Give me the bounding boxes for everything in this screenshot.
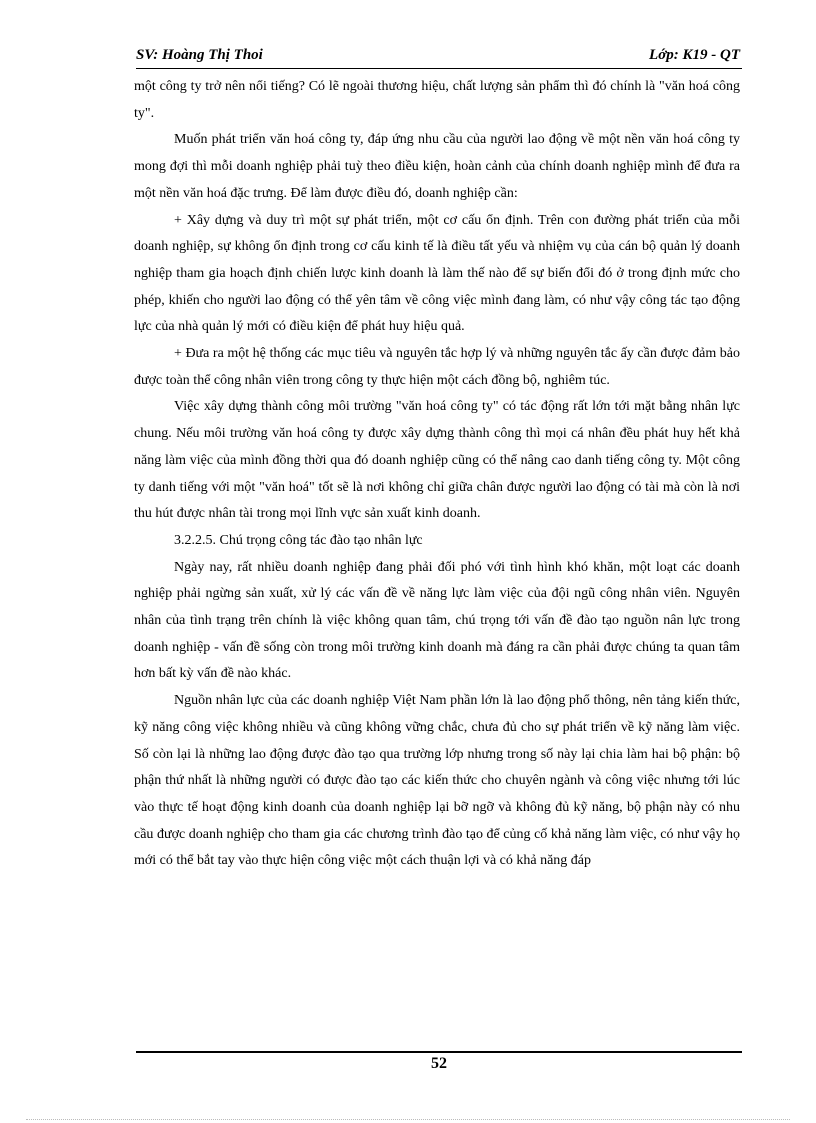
bullet-paragraph: + Đưa ra một hệ thống các mục tiêu và nguyên tắc hợp lý và những nguyên tắc ấy cần được đảm bảo được toàn thể công nhân viên trong công ty thực hiện một cách đồng bộ, nghiêm túc. — [134, 346, 740, 388]
paragraph: Nguồn nhân lực của các doanh nghiệp Việt Nam phần lớn là lao động phổ thông, nên tảng kiến thức, kỹ năng công việc không nhiều và cũng không vững chắc, chưa đủ cho sự phát triển về kỹ năng làm việc. Số còn lại là những lao động được đào tạo qua trường lớp nhưng trong số này lại chia làm hai bộ phận: bộ phận thứ nhất là những người có được đào tạo các kiến thức cho chuyên ngành và công việc nhưng tới lúc vào thực tế hoạt động kinh doanh của doanh nghiệp lại bỡ ngỡ và không đủ kỹ năng, bộ phận này có nhu cầu được doanh nghiệp cho tham gia các chương trình đào tạo để củng cố khả năng làm việc, có như vậy họ mới có thể bắt tay vào thực hiện công việc một cách thuận lợi và có khả năng đáp — [134, 693, 740, 869]
page-number: 52 — [431, 1055, 447, 1072]
bullet-paragraph: + Xây dựng và duy trì một sự phát triển, một cơ cấu ổn định. Trên con đường phát triển của mỗi doanh nghiệp, sự không ổn định trong cơ cấu kinh tế là điều tất yếu và nhiệm vụ của cán bộ quản lý doanh nghiệp tham gia hoạch định chiến lược kinh doanh là làm thế nào để sự biến đổi đó ở trong định mức cho phép, khiến cho người lao động có thể yên tâm về công việc mình đang làm, có như vậy công tác tạo động lực của nhà quản lý mới có điều kiện để phát huy hiệu quả. — [134, 212, 740, 335]
paragraph: Việc xây dựng thành công môi trường "văn hoá công ty" có tác động rất lớn tới mặt bằng nhân lực chung. Nếu môi trường văn hoá công ty được xây dựng thành công thì mọi cá nhân đều phát huy hết khả năng làm việc của mình đồng thời qua đó doanh nghiệp cũng có thể nâng cao danh tiếng công ty. Một công ty danh tiếng với một "văn hoá" tốt sẽ là nơi không chỉ giữa chân được người lao động có tài mà còn là nơi thu hút được nhân tài trong mọi lĩnh vực sản xuất kinh doanh. — [134, 399, 740, 522]
paragraph: Ngày nay, rất nhiều doanh nghiệp đang phải đối phó với tình hình khó khăn, một loạt các doanh nghiệp phải ngừng sản xuất, xử lý các vấn đề về năng lực làm việc của đội ngũ công nhân viên. Nguyên nhân của tình trạng trên chính là việc không quan tâm, chú trọng tới vấn đề đào tạo nguồn nân lực trong doanh nghiệp - vấn đề sống còn trong môi trường kinh doanh mà đáng ra cần phải được chúng ta quan tâm hơn bất kỳ vấn đề nào khác. — [134, 559, 740, 682]
page-body — [134, 74, 740, 875]
paragraph: Muốn phát triển văn hoá công ty, đáp ứng nhu cầu của người lao động về một nền văn hoá công ty mong đợi thì mỗi doanh nghiệp phải tuỳ theo điều kiện, hoàn cảnh của chính doanh nghiệp mình để đưa ra một nền văn hoá đặc trưng. Để làm được điều đó, doanh nghiệp cần: — [134, 132, 740, 201]
page-header — [136, 46, 742, 69]
paragraph-continuation: một công ty trở nên nổi tiếng? Có lẽ ngoài thương hiệu, chất lượng sản phẩm thì đó chính là "văn hoá công ty". — [134, 79, 740, 121]
section-heading: 3.2.2.5. Chú trọng công tác đào tạo nhân lực — [174, 532, 423, 548]
page-edge-dotted-line — [26, 1119, 790, 1120]
student-name: SV: Hoàng Thị Thoi — [136, 47, 263, 63]
class-name: Lớp: K19 - QT — [649, 47, 740, 63]
footer-rule — [136, 1051, 742, 1053]
